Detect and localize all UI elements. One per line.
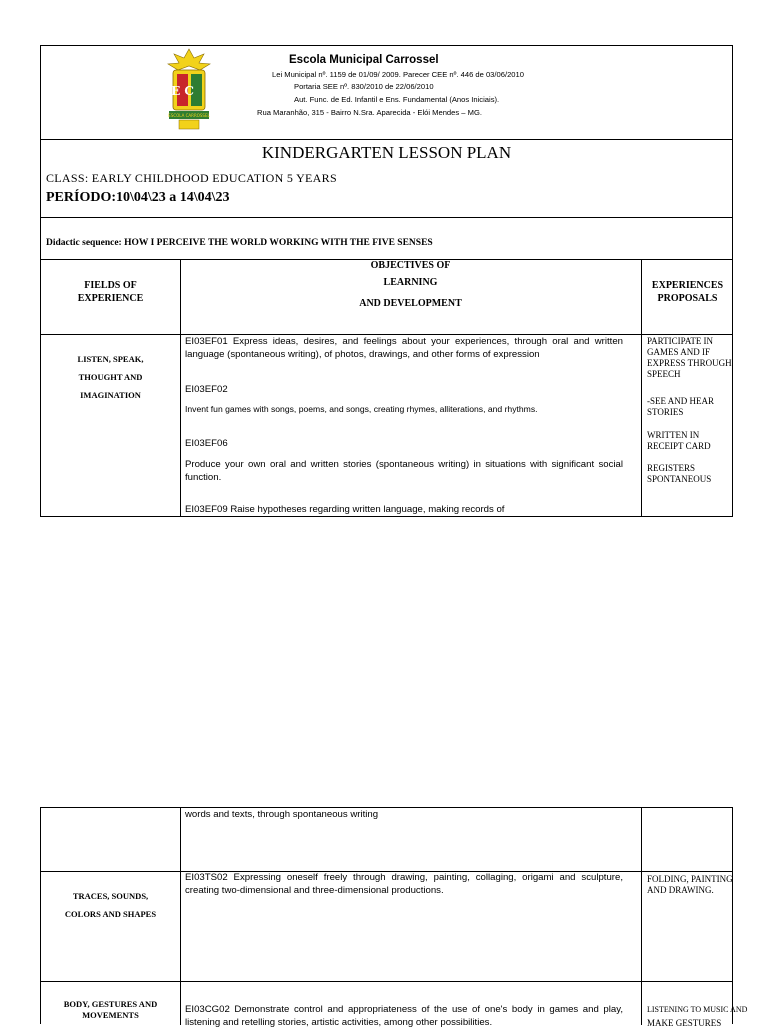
proposal-folding: FOLDING, PAINTING AND DRAWING. — [647, 874, 733, 895]
header-line: EXPERIENCES — [651, 280, 724, 291]
document-page-2 — [40, 807, 748, 1028]
didactic-label: Didactic sequence: — [46, 238, 122, 248]
proposal-see-hear: -SEE AND HEAR STORIES — [647, 396, 714, 417]
objective-text: EI03TS02 Expressing oneself freely through drawing, painting, collaging, origami and sculpture, creating two-dimensional and three-dimensional productions. — [185, 872, 623, 896]
objective-code-ei03ef06: EI03EF06 — [185, 438, 228, 449]
divider-line — [41, 981, 732, 982]
header-line: AND DEVELOPMENT — [359, 298, 462, 309]
field-listen-speak — [41, 350, 180, 404]
field-line: THOUGHT AND — [78, 372, 143, 382]
school-authorization-line: Aut. Func. de Ed. Infantil e Ens. Fundamental (Anos Iniciais). — [294, 95, 500, 104]
school-header — [41, 46, 732, 140]
field-line: COLORS AND SHAPES — [64, 909, 157, 919]
period-line: PERÍODO:10\04\23 a 14\04\23 — [46, 190, 230, 205]
proposal-make-gestures: MAKE GESTURES — [647, 1018, 722, 1028]
lesson-plan-title: KINDERGARTEN LESSON PLAN — [261, 143, 512, 162]
header-line: LEARNING — [383, 277, 438, 288]
field-line: LISTEN, SPEAK, — [77, 354, 144, 364]
column-divider — [641, 808, 642, 1025]
objective-ei03ef01: EI03EF01 Express ideas, desires, and feelings about your experiences, through oral and written language (spontaneous writing), of photos, drawings, and other forms of expression — [185, 336, 623, 360]
logo-banner-text: ESCOLA CARROSSEL — [168, 113, 210, 118]
field-traces-sounds — [41, 887, 180, 923]
class-line: CLASS: EARLY CHILDHOOD EDUCATION 5 YEARS — [46, 171, 337, 185]
proposal-listening-music: LISTENING TO MUSIC AND — [647, 1005, 748, 1014]
proposal-written-card: WRITTEN IN RECEIPT CARD — [647, 430, 711, 451]
objective-ei03cg02: EI03CG02 Demonstrate control and appropriateness of the use of one's body in games and play, listening and retelling stories, artistic activities, among other possibilities. — [185, 1004, 623, 1028]
objective-ei03ef09-continued: words and texts, through spontaneous writing — [185, 809, 379, 820]
objective-ei03ef06: Produce your own oral and written stories (spontaneous writing) in situations with significant social function. — [185, 459, 623, 483]
experiences-proposals-header — [641, 279, 734, 305]
school-logo — [166, 48, 212, 132]
field-line: IMAGINATION — [80, 390, 141, 400]
field-line: MOVEMENTS — [82, 1010, 139, 1020]
school-portaria-line: Portaria SEE nº. 830/2010 de 22/06/2010 — [294, 82, 434, 91]
document-page-1 — [40, 45, 733, 517]
fields-of-experience-header — [41, 279, 180, 305]
field-line: TRACES, SOUNDS, — [72, 891, 149, 901]
header-line: EXPERIENCE — [77, 293, 144, 304]
header-line: OBJECTIVES OF — [370, 260, 451, 271]
logo-letter-e: E C — [171, 84, 194, 98]
header-line: FIELDS OF — [84, 280, 137, 291]
divider-line — [41, 217, 732, 218]
didactic-value: HOW I PERCEIVE THE WORLD WORKING WITH THE FIVE SENSES — [124, 238, 433, 248]
school-name: Escola Municipal Carrossel — [289, 54, 439, 66]
school-address-line: Rua Maranhão, 315 - Bairro N.Sra. Aparecida - Elói Mendes – MG. — [257, 108, 482, 117]
school-law-line: Lei Municipal nº. 1159 de 01/09/ 2009. Parecer CEE nº. 446 de 03/06/2010 — [272, 70, 524, 79]
objective-ei03ef02: Invent fun games with songs, poems, and songs, creating rhymes, alliterations, and rhythms. — [185, 404, 538, 414]
header-line: PROPOSALS — [657, 293, 718, 304]
proposal-registers: REGISTERS SPONTANEOUS — [647, 463, 712, 484]
field-line: BODY, GESTURES AND — [63, 999, 158, 1009]
objectives-header — [180, 259, 641, 314]
didactic-sequence — [46, 238, 433, 248]
column-divider — [180, 808, 181, 1025]
objective-ei03ts02 — [185, 871, 623, 897]
objective-ei03ef09: EI03EF09 Raise hypotheses regarding written language, making records of — [185, 504, 505, 515]
field-body-gestures — [41, 999, 180, 1021]
objective-code-ei03ef02: EI03EF02 — [185, 384, 228, 395]
proposal-participate: PARTICIPATE IN GAMES AND IF EXPRESS THROUGH SPEECH — [647, 336, 732, 379]
